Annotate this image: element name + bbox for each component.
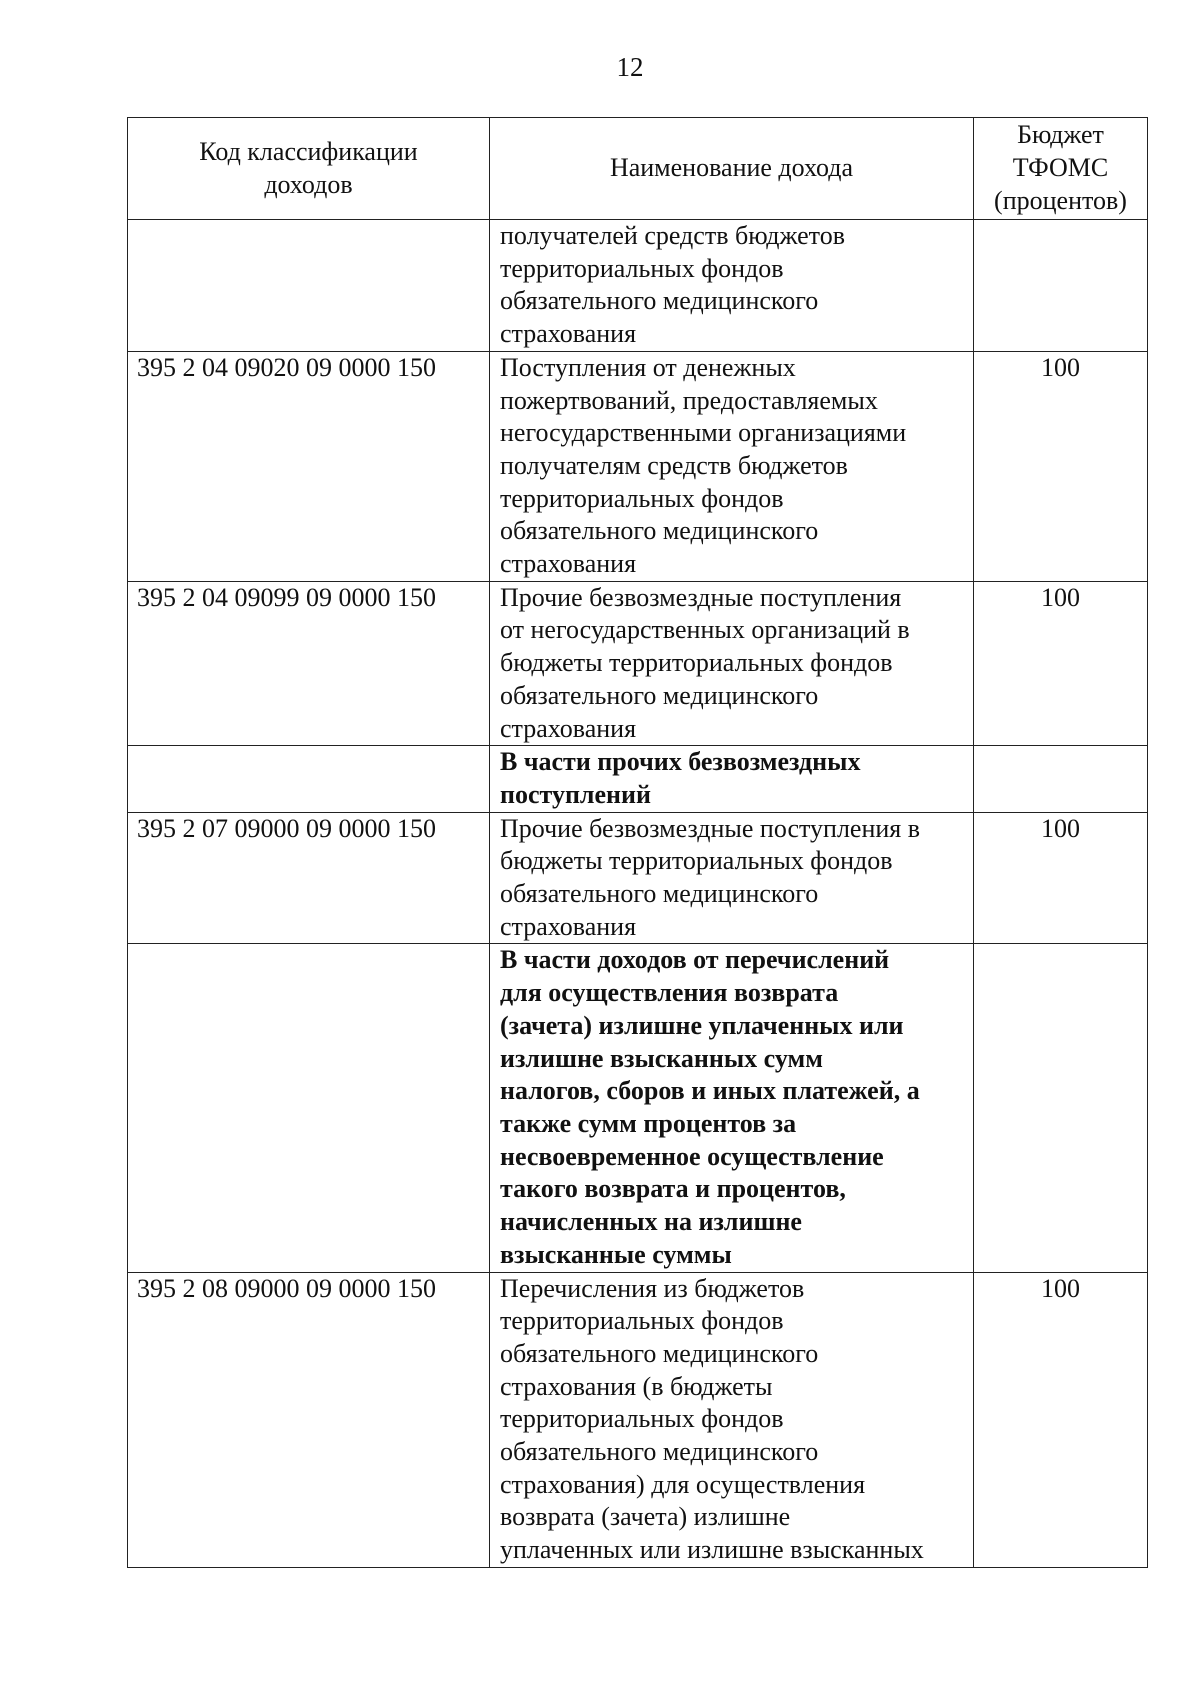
income-name-line: обязательного медицинского [500,516,819,546]
income-name-line: В части прочих безвозмездных [500,747,861,777]
income-name-line: страхования [500,911,637,941]
income-name-line: налогов, сборов и иных платежей, а [500,1076,920,1106]
income-classification-table [127,117,1148,1568]
header-budget-line: (процентов) [994,185,1127,215]
income-name-cell [490,812,974,944]
budget-percent-cell: 100 [974,581,1148,746]
income-name-line: получателей средств бюджетов [500,221,845,250]
section-heading-cell [490,746,974,812]
table-body [128,220,1148,1568]
income-name-cell [490,220,974,352]
income-code-cell [128,220,490,352]
income-name-line: обязательного медицинского [500,1437,819,1467]
header-budget [974,118,1148,220]
income-name-line: пожертвований, предоставляемых [500,385,878,415]
income-name-line: обязательного медицинского [500,1338,819,1368]
income-name-cell [490,581,974,746]
income-name-line: Прочие безвозмездные поступления [500,582,902,612]
income-code-cell [128,746,490,812]
income-classification-table-container [127,117,1147,1568]
income-name-line: территориальных фондов [500,483,784,513]
budget-percent-cell [974,746,1148,812]
header-code-line: Код классификации [199,136,418,166]
table-row [128,220,1148,352]
income-name-line: получателям средств бюджетов [500,450,848,480]
income-name-line: обязательного медицинского [500,286,819,316]
income-name-line: негосударственными организациями [500,418,907,448]
table-row [128,944,1148,1272]
income-code-cell: 395 2 04 09099 09 0000 150 [128,581,490,746]
income-code-cell: 395 2 08 09000 09 0000 150 [128,1272,490,1567]
income-name-line: поступлений [500,779,651,809]
page-number: 12 [616,52,644,82]
budget-percent-cell: 100 [974,1272,1148,1567]
budget-percent-cell [974,220,1148,352]
header-name [490,118,974,220]
income-name-line: страхования) для осуществления [500,1469,866,1499]
income-name-line: также сумм процентов за [500,1108,797,1138]
income-name-line: бюджеты территориальных фондов [500,846,893,876]
income-name-line: начисленных на излишне [500,1207,802,1237]
table-row [128,581,1148,746]
income-name-line: Поступления от денежных [500,352,796,382]
income-name-line: Перечисления из бюджетов [500,1273,805,1303]
table-header-row [128,118,1148,220]
income-name-cell [490,351,974,581]
income-name-line: страхования [500,549,637,579]
income-code-cell: 395 2 04 09020 09 0000 150 [128,351,490,581]
income-name-line: территориальных фондов [500,253,784,283]
table-row [128,746,1148,812]
income-name-line: страхования [500,319,637,349]
header-name-line: Наименование дохода [609,153,854,183]
income-name-line: возврата (зачета) излишне [500,1502,791,1532]
budget-percent-cell [974,944,1148,1272]
header-budget-line: Бюджет [1017,120,1104,150]
income-name-line: В части доходов от перечислений [500,945,890,975]
income-name-line: взысканные суммы [500,1239,732,1269]
income-name-line: обязательного медицинского [500,680,819,710]
income-name-line: для осуществления возврата [500,978,839,1008]
header-budget-line: ТФОМС [1012,153,1109,183]
header-code [128,118,490,220]
income-name-line: несвоевременное осуществление [500,1141,884,1171]
header-code-line: доходов [264,169,353,199]
income-name-line: (зачета) излишне уплаченных или [500,1010,904,1040]
income-name-line: страхования (в бюджеты [500,1371,773,1401]
table-row [128,812,1148,944]
section-heading-cell [490,944,974,1272]
income-name-line: излишне взысканных сумм [500,1043,823,1073]
income-name-line: уплаченных или излишне взысканных [500,1535,924,1565]
budget-percent-cell: 100 [974,812,1148,944]
income-name-line: территориальных фондов [500,1404,784,1434]
income-name-cell [490,1272,974,1567]
income-name-line: такого возврата и процентов, [500,1174,846,1204]
income-code-cell [128,944,490,1272]
income-name-line: от негосударственных организаций в [500,615,910,645]
budget-percent-cell: 100 [974,351,1148,581]
table-row [128,1272,1148,1567]
income-name-line: бюджеты территориальных фондов [500,648,893,678]
income-name-line: обязательного медицинского [500,879,819,909]
income-code-cell: 395 2 07 09000 09 0000 150 [128,812,490,944]
income-name-line: страхования [500,713,637,743]
income-name-line: территориальных фондов [500,1306,784,1336]
income-name-line: Прочие безвозмездные поступления в [500,813,921,843]
table-row [128,351,1148,581]
